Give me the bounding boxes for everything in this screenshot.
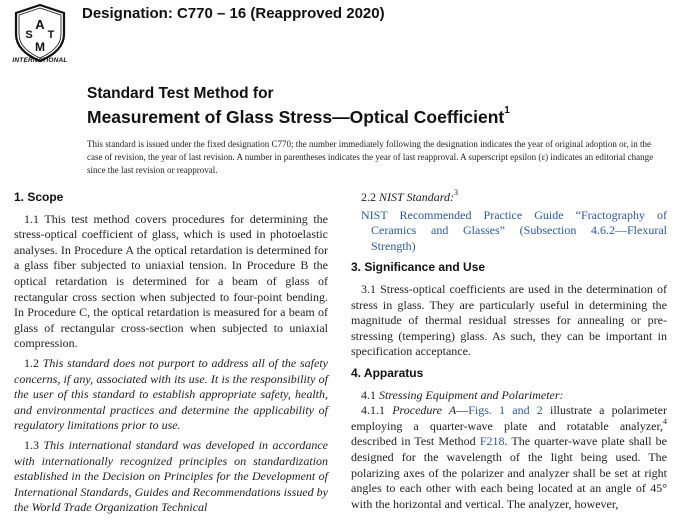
left-column: [14, 190, 328, 520]
svg-text:T: T: [47, 29, 55, 41]
fractography-link[interactable]: “Fractography of Ceramics and Glasses” (Subsection 4.6.2—Flexural Strength): [371, 207, 667, 253]
issued-note: This standard is issued under the fixed designation C770; the number immediately following the designation indicates the year of original adoption or, in the case of revision, the year of last revision. A number in parentheses indicates the year of last reapproval. A superscript epsilon (ε) indicates an editorial change since the last revision or reapproval.: [87, 139, 654, 175]
paragraph-4-1: [351, 388, 667, 404]
nist-reference: [361, 208, 667, 255]
figs-1-2-link[interactable]: Figs. 1 and 2: [468, 403, 543, 418]
paragraph-4-1-1-a: illustrate a polarimeter employing a quarter-wave plate and rotatable analyzer,: [351, 403, 667, 433]
footnote-3[interactable]: 3: [454, 188, 459, 197]
designation: Designation: C770 – 16 (Reapproved 2020): [82, 5, 385, 22]
astm-logo: [14, 4, 66, 62]
significance-heading: 3. Significance and Use: [351, 260, 486, 275]
procedure-a-dash: —: [456, 403, 469, 418]
paragraph-1-1: 1.1 This test method covers procedures for determining the stress-optical coefficient of glass, which is used in photoelastic analyses. In Procedure A the optical retardation is determined for a glass fiber subjected to uniaxial tension. In Procedure B the optical retardation is determined for a beam of glass of rectangular cross section when subjected to four-point bending. In Procedure C, the optical retardation is measured for a beam of glass of rectangular cross-section when subjected to uniaxial compression.: [14, 211, 328, 351]
paragraph-4-1-text: Stressing Equipment and Polarimeter:: [379, 387, 564, 402]
paragraph-2-2: [351, 190, 667, 206]
paragraph-1-2: [14, 356, 328, 434]
right-column: [351, 190, 667, 516]
title-footnote-mark[interactable]: 1: [504, 105, 510, 116]
paragraph-1-2-num: 1.2: [24, 355, 43, 370]
scope-heading: 1. Scope: [14, 190, 64, 204]
paragraph-3-1: 3.1 Stress-optical coefficients are used in the determination of stress in glass. They are particularly useful in determining the magnitude of thermal residual stresses for annealing or pre-stressing (tempering) glass. As such, they can be important in specification acceptance.: [351, 281, 667, 359]
apparatus-heading: 4. Apparatus: [351, 365, 424, 380]
logo-subtext: INTERNATIONAL: [12, 57, 68, 64]
paragraph-1-3: [14, 438, 328, 516]
paragraph-4-1-1-num: 4.1.1: [361, 403, 393, 418]
svg-text:S: S: [25, 29, 33, 41]
nist-guide-link[interactable]: NIST Recommended Practice Guide: [361, 207, 564, 222]
paragraph-1-2-text: This standard does not purport to address all of the safety concerns, if any, associated with its use. It is the responsibility of the user of this standard to establish appropriate safety, health, and environmental practices and determine the applicability of regulatory limitations prior to use.: [14, 355, 328, 433]
paragraph-4-1-1-b: described in Test Method: [351, 434, 480, 449]
footnote-4[interactable]: 4: [663, 416, 667, 426]
svg-text:M: M: [35, 40, 45, 54]
title-line-2: [87, 104, 510, 127]
document-title: [87, 84, 510, 127]
svg-text:A: A: [35, 17, 45, 32]
paragraph-1-3-num: 1.3: [24, 437, 44, 452]
paragraph-4-1-1: [351, 403, 667, 512]
f218-link[interactable]: F218: [479, 434, 505, 449]
paragraph-4-1-num: 4.1: [361, 387, 379, 402]
paragraph-4-1-1-c: . The quarter-wave plate shall be designed for the wavelength of the light being used. The polarizing axes of the polarizer and analyzer shall be set at right angles to each other with each being located at an angle of 45° with the horizontal and vertical. The analyzer, however,: [351, 434, 667, 511]
title-line-1: Standard Test Method for: [87, 85, 274, 102]
procedure-a-label: Procedure A: [392, 403, 457, 418]
title-line-2-text: Measurement of Glass Stress—Optical Coefficient: [87, 106, 505, 127]
paragraph-1-3-text: This international standard was developed in accordance with internationally recognized principles on standardization established in the Decision on Principles for the Development of International Standards, Guides and Recommendations issued by the World Trade Organization Technical: [14, 437, 329, 515]
nist-standard-label: NIST Standard:: [379, 190, 455, 204]
paragraph-2-2-num: 2.2: [361, 190, 379, 204]
